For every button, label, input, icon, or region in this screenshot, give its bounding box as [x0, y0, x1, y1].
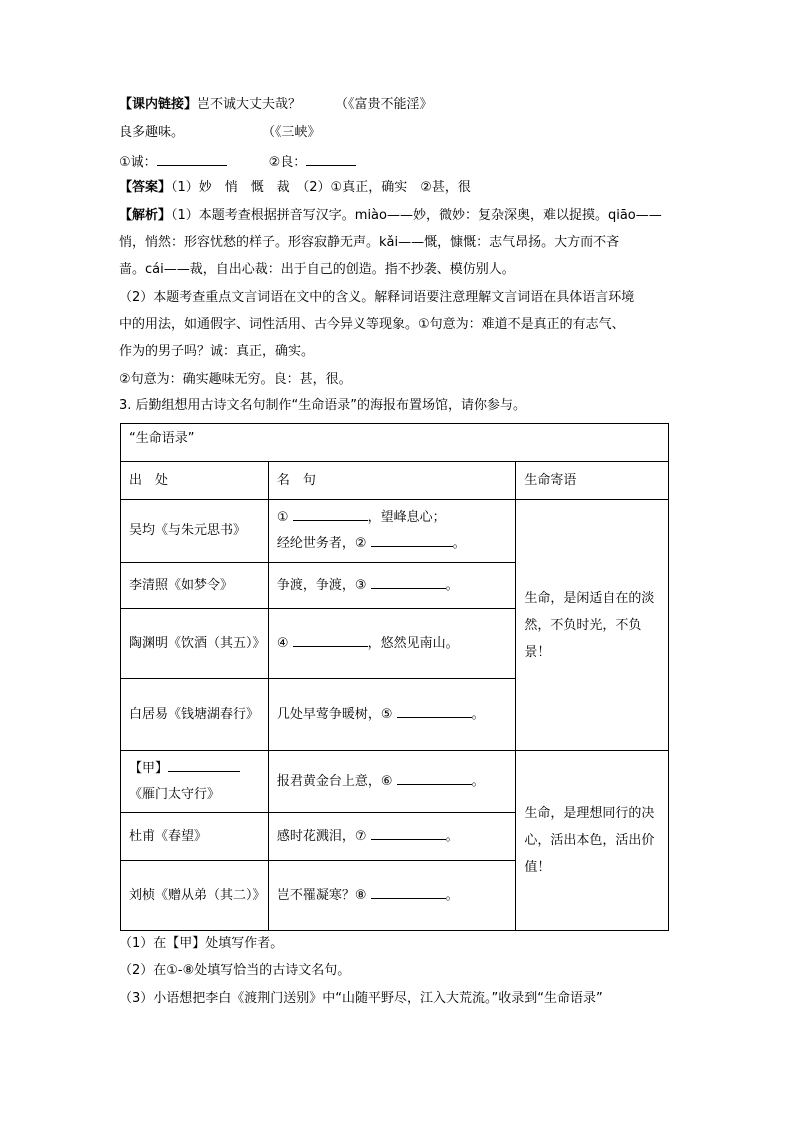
poster-table	[120, 423, 669, 931]
analysis-line: 中的用法，如通假字、词性活用、古今异义等现象。①句意为：难道不是真正的有志气、	[119, 317, 625, 332]
link-questions	[119, 151, 679, 173]
blank-number: ⑦	[354, 828, 367, 844]
link-label: 【课内链接】	[119, 97, 198, 112]
analysis-line: ②句意为：确实趣味无穷。良：甚，很。	[119, 372, 352, 387]
quote-text: 。	[445, 577, 459, 593]
answer-blank[interactable]	[371, 574, 446, 589]
quote-cell	[268, 751, 516, 813]
analysis-line: 悄，悄然：形容忧愁的样子。形容寂静无声。kǎi——慨，慷慨：志气昂扬。大方而不吝	[119, 235, 620, 250]
analysis-label: 【解析】	[119, 208, 172, 223]
answer-text: （1）妙 悄 慨 裁 （2）①真正，确实 ②甚，很	[171, 180, 471, 195]
quote-text: 。	[471, 773, 485, 789]
answer-blank[interactable]	[371, 884, 446, 899]
quote-text: 。	[445, 828, 459, 844]
source-cell	[121, 751, 269, 813]
blank-number: ①	[276, 510, 289, 525]
source-cell: 吴均《与朱元思书》	[121, 500, 269, 563]
analysis-text: （1）本题考查根据拼音写汉字。miào——妙，微妙：复杂深奥，难以捉摸。qiāo——	[171, 208, 662, 223]
answer-blank[interactable]	[306, 151, 356, 166]
question-cheng: ①诚：	[119, 155, 157, 170]
column-header: 生命寄语	[516, 462, 669, 500]
quote-text: 感时花溅泪，	[276, 828, 355, 844]
link-source-2: （《三峡》	[262, 125, 321, 140]
answer-blank[interactable]	[293, 506, 368, 521]
quote-text: 经纶世务者，	[276, 536, 355, 551]
quote-text: 几处早莺争暖树，	[276, 706, 381, 722]
column-header: 出 处	[121, 462, 269, 500]
quote-cell	[268, 500, 516, 563]
answer-blank[interactable]	[293, 632, 368, 647]
source-cell: 白居易《钱塘湖春行》	[121, 679, 269, 751]
table-title: “生命语录”	[121, 424, 669, 462]
quote-cell	[268, 679, 516, 751]
quote-text: 。	[471, 706, 485, 722]
message-cell: 生命，是理想同行的决心，活出本色，活出价值！	[516, 751, 669, 931]
sub-question: （3）小语想把李白《渡荆门送别》中“山随平野尽，江入大荒流。”收录到“生命语录”	[119, 991, 603, 1006]
blank-number: ⑧	[354, 887, 367, 903]
source-cell: 陶渊明《饮酒（其五）》	[121, 609, 269, 679]
sub-question: （2）在①-⑧处填写恰当的古诗文名句。	[119, 963, 351, 978]
quote-cell	[268, 861, 516, 931]
question-3: 3. 后勤组想用古诗文名句制作“生命语录”的海报布置场馆，请你参与。	[119, 398, 527, 413]
answer-blank[interactable]	[397, 703, 472, 718]
analysis-line: 作为的男子吗？诚：真正，确实。	[119, 344, 315, 359]
author-label: 【甲】	[129, 760, 169, 776]
quote-cell	[268, 563, 516, 609]
link-sentence-2: 良多趣味。	[119, 125, 185, 140]
source-cell: 杜甫《春望》	[121, 813, 269, 861]
question-liang: ②良：	[268, 155, 307, 170]
table-header-row	[121, 462, 669, 500]
answer-line	[119, 178, 679, 198]
column-header: 名 句	[268, 462, 516, 500]
blank-number: ⑥	[380, 773, 393, 789]
link-line-1	[119, 95, 679, 115]
quote-cell	[268, 813, 516, 861]
source-cell: 刘桢《赠从弟（其二）》	[121, 861, 269, 931]
answer-label: 【答案】	[119, 180, 172, 195]
source-work: 《雁门太守行》	[129, 786, 221, 802]
table-row	[121, 500, 669, 563]
blank-number: ③	[354, 577, 367, 593]
analysis-line: 啬。cái——裁，自出心裁：出于自己的创造。指不抄袭、模仿别人。	[119, 262, 515, 277]
table-row	[121, 751, 669, 813]
author-blank[interactable]	[168, 757, 240, 772]
link-sentence-1: 岂不诚大丈夫哉？	[197, 97, 302, 112]
analysis-line	[119, 206, 679, 226]
quote-text: 争渡，争渡，	[276, 577, 355, 593]
quote-text: 报君黄金台上意，	[276, 773, 381, 789]
blank-number: ④	[276, 635, 289, 651]
answer-blank[interactable]	[371, 825, 446, 840]
answer-blank[interactable]	[397, 770, 472, 785]
quote-cell	[268, 609, 516, 679]
blank-number: ⑤	[380, 706, 393, 722]
link-source-1: （《富贵不能淫》	[335, 97, 433, 112]
answer-blank[interactable]	[157, 151, 227, 166]
answer-blank[interactable]	[371, 532, 453, 547]
blank-number: ②	[354, 536, 367, 551]
quote-text: 岂不罹凝寒？	[276, 887, 355, 903]
quote-text: ，望峰息心；	[367, 510, 446, 525]
analysis-line: （2）本题考查重点文言词语在文中的含义。解释词语要注意理解文言词语在具体语言环境	[119, 290, 635, 305]
sub-question: （1）在【甲】处填写作者。	[119, 936, 284, 951]
source-cell: 李清照《如梦令》	[121, 563, 269, 609]
quote-text: 。	[445, 887, 459, 903]
message-cell: 生命，是闲适自在的淡然，不负时光，不负景！	[516, 500, 669, 751]
quote-text: 。	[452, 536, 466, 551]
quote-text: ，悠然见南山。	[367, 635, 459, 651]
link-line-2	[119, 123, 679, 143]
